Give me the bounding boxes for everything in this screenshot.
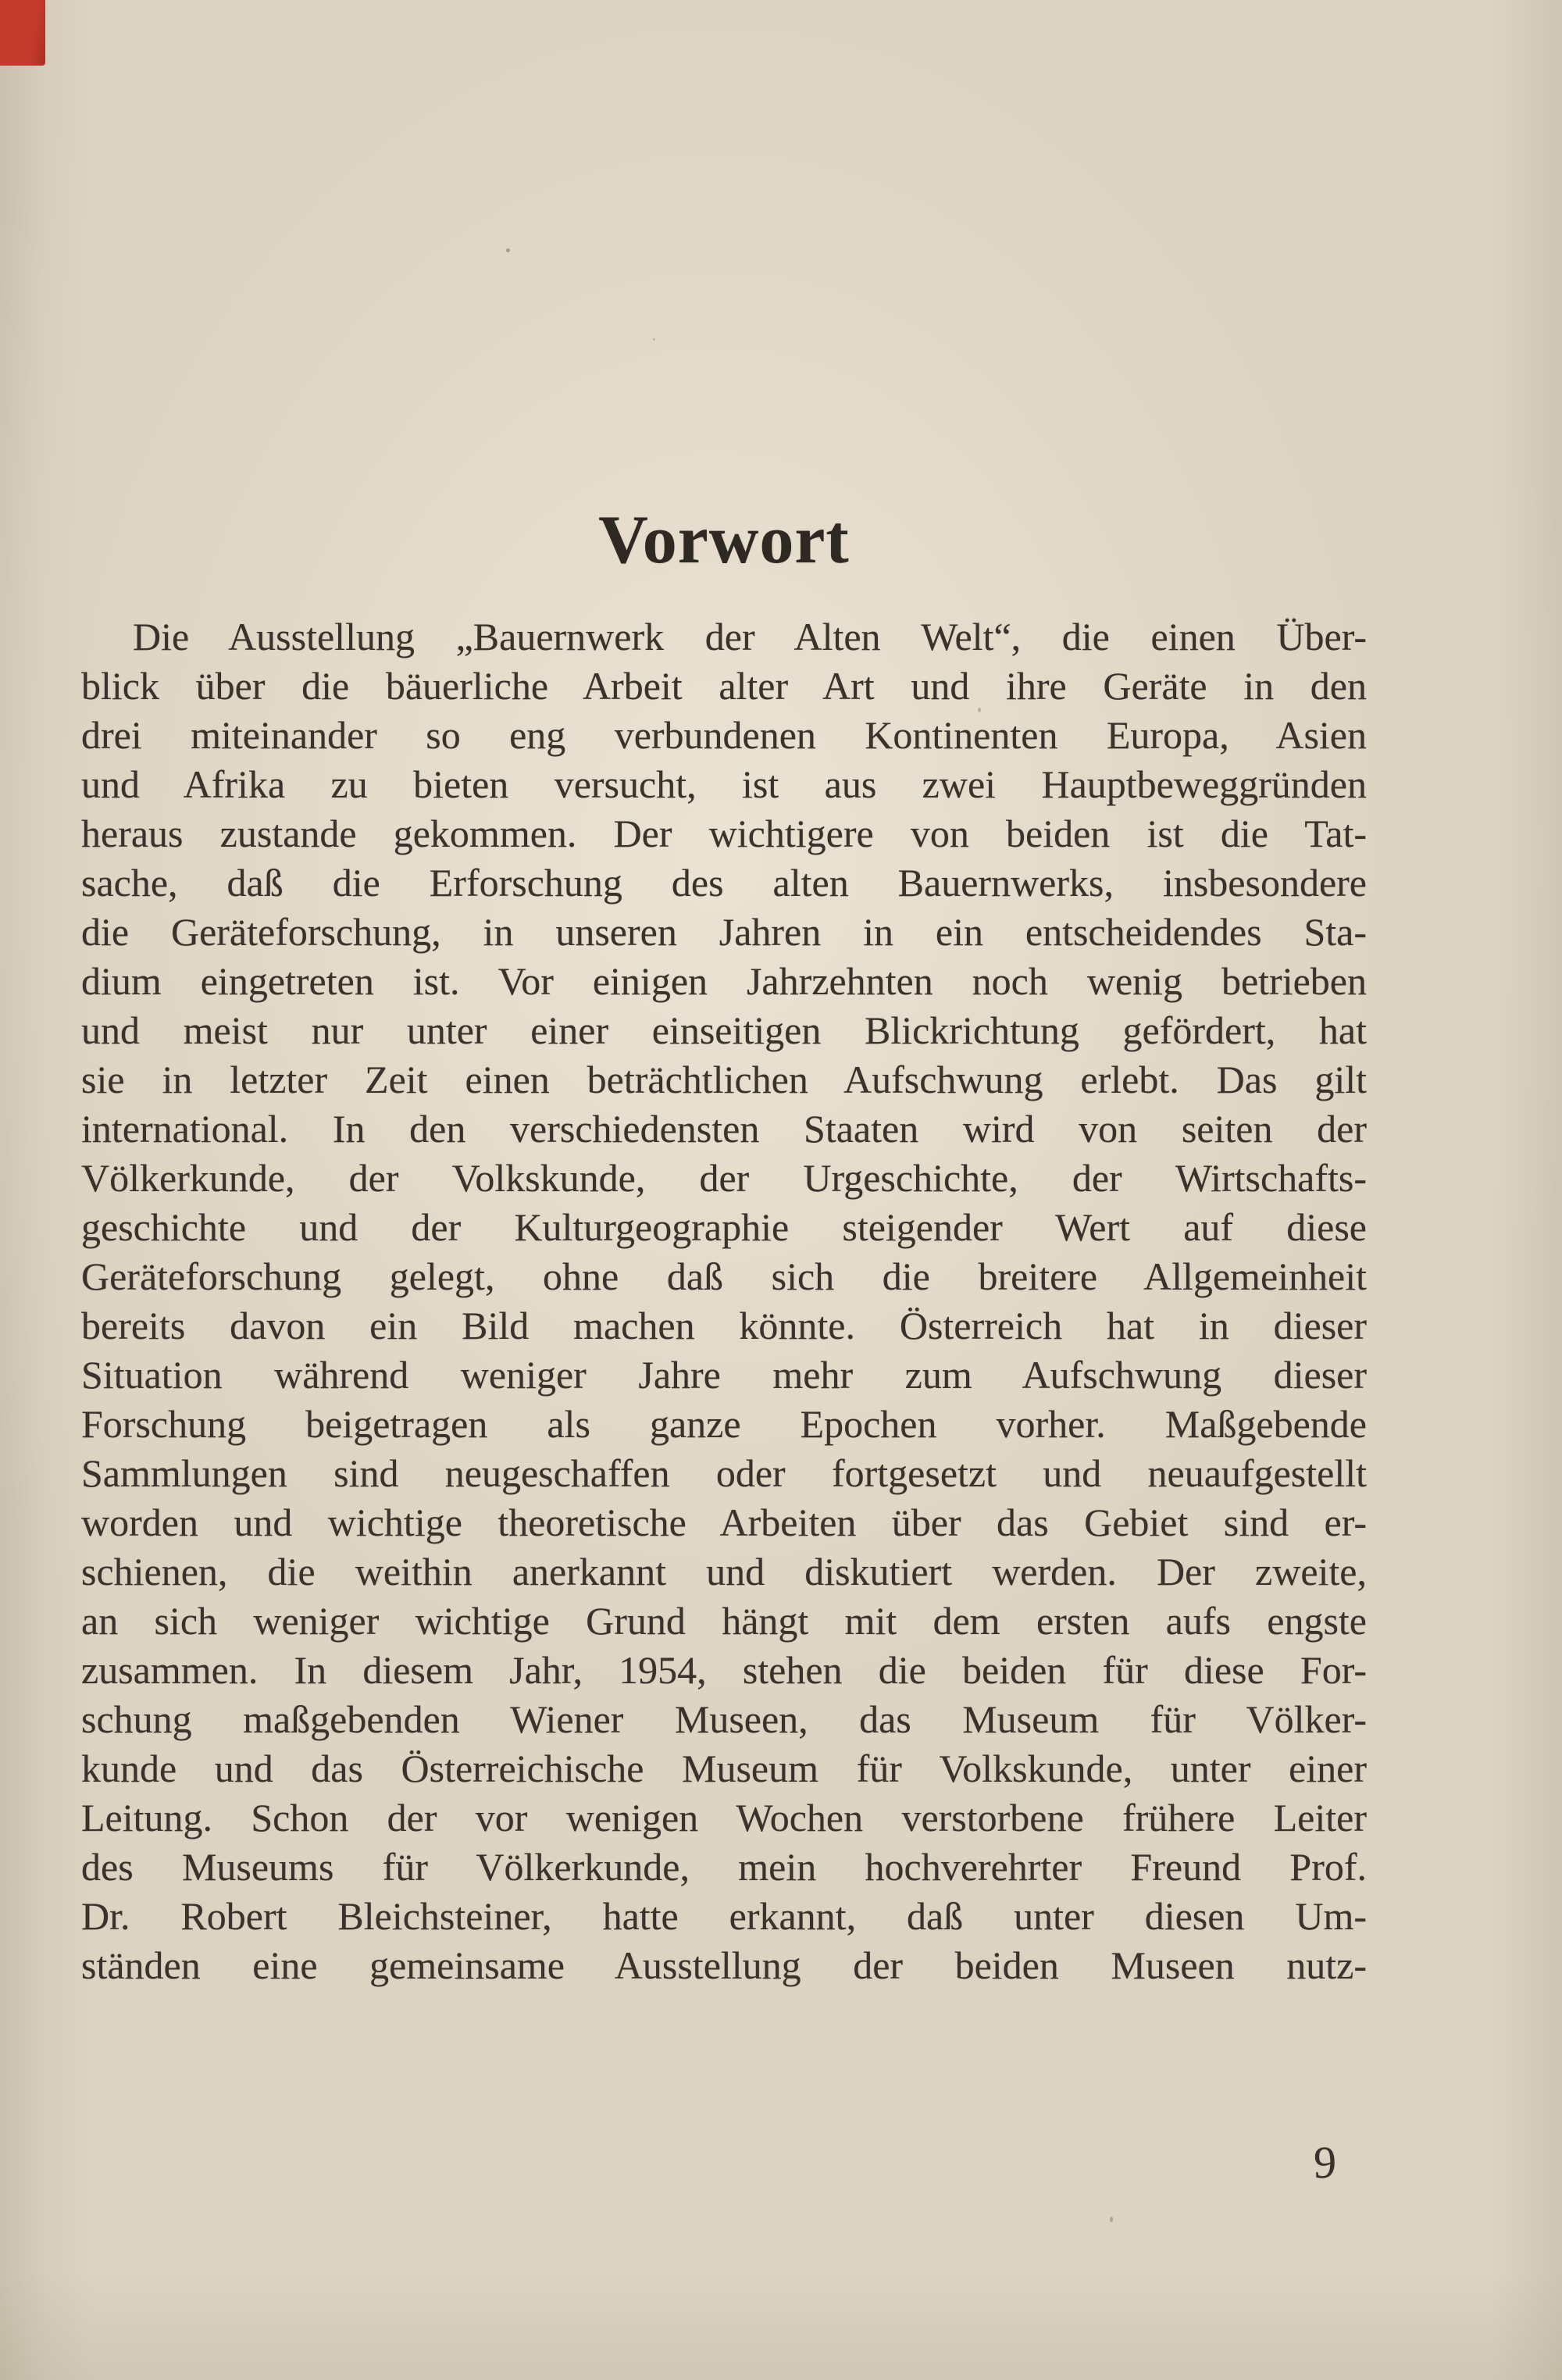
text-line: an sich weniger wichtige Grund hängt mit dem ersten aufs engste	[81, 1599, 1367, 1643]
text-line: geschichte und der Kulturgeographie steigender Wert auf diese	[81, 1205, 1367, 1249]
text-line: Situation während weniger Jahre mehr zum Aufschwung dieser	[81, 1353, 1367, 1397]
text-line: Forschung beigetragen als ganze Epochen vorher. Maßgebende	[81, 1402, 1367, 1446]
text-line: und Afrika zu bieten versucht, ist aus zwei Hauptbeweggründen	[81, 762, 1367, 806]
text-line: sache, daß die Erforschung des alten Bauernwerks, insbesondere	[81, 861, 1367, 905]
text-line: sie in letzter Zeit einen beträchtlichen Aufschwung erlebt. Das gilt	[81, 1058, 1367, 1101]
text-line: schienen, die weithin anerkannt und diskutiert werden. Der zweite,	[81, 1550, 1367, 1593]
page-title: Vorwort	[598, 502, 850, 578]
text-line: worden und wichtige theoretische Arbeiten über das Gebiet sind er-	[81, 1500, 1367, 1544]
text-line: Völkerkunde, der Volkskunde, der Urgeschichte, der Wirtschafts-	[81, 1156, 1367, 1200]
text-line: ständen eine gemeinsame Ausstellung der beiden Museen nutz-	[81, 1943, 1367, 1987]
text-line: Dr. Robert Bleichsteiner, hatte erkannt, daß unter diesen Um-	[81, 1894, 1367, 1938]
paper-speck	[1110, 2217, 1113, 2222]
paper-speck	[978, 708, 981, 712]
text-line: drei miteinander so eng verbundenen Kontinenten Europa, Asien	[81, 713, 1367, 757]
page-number: 9	[1314, 2137, 1336, 2188]
text-line: blick über die bäuerliche Arbeit alter Art und ihre Geräte in den	[81, 664, 1367, 708]
text-line: die Geräteforschung, in unseren Jahren in ein entscheidendes Sta-	[81, 910, 1367, 954]
text-line: Die Ausstellung „Bauernwerk der Alten Welt“, die einen Über-	[133, 615, 1367, 658]
text-line: und meist nur unter einer einseitigen Blickrichtung gefördert, hat	[81, 1008, 1367, 1052]
text-line: bereits davon ein Bild machen könnte. Österreich hat in dieser	[81, 1304, 1367, 1347]
body-text	[81, 612, 1367, 1990]
paper-speck	[653, 338, 655, 341]
text-line: zusammen. In diesem Jahr, 1954, stehen die beiden für diese For-	[81, 1648, 1367, 1692]
text-line: Leitung. Schon der vor wenigen Wochen verstorbene frühere Leiter	[81, 1796, 1367, 1839]
text-line: dium eingetreten ist. Vor einigen Jahrzehnten noch wenig betrieben	[81, 959, 1367, 1003]
text-line: Sammlungen sind neugeschaffen oder fortgesetzt und neuaufgestellt	[81, 1451, 1367, 1495]
text-line: kunde und das Österreichische Museum für Volkskunde, unter einer	[81, 1747, 1367, 1790]
text-line: des Museums für Völkerkunde, mein hochverehrter Freund Prof.	[81, 1845, 1367, 1889]
paper-speck	[506, 248, 510, 252]
text-line: heraus zustande gekommen. Der wichtigere von beiden ist die Tat-	[81, 812, 1367, 855]
red-bookmark-mark	[0, 0, 45, 66]
text-line: international. In den verschiedensten Staaten wird von seiten der	[81, 1107, 1367, 1151]
text-line: schung maßgebenden Wiener Museen, das Museum für Völker-	[81, 1697, 1367, 1741]
text-line: Geräteforschung gelegt, ohne daß sich die breitere Allgemeinheit	[81, 1254, 1367, 1298]
